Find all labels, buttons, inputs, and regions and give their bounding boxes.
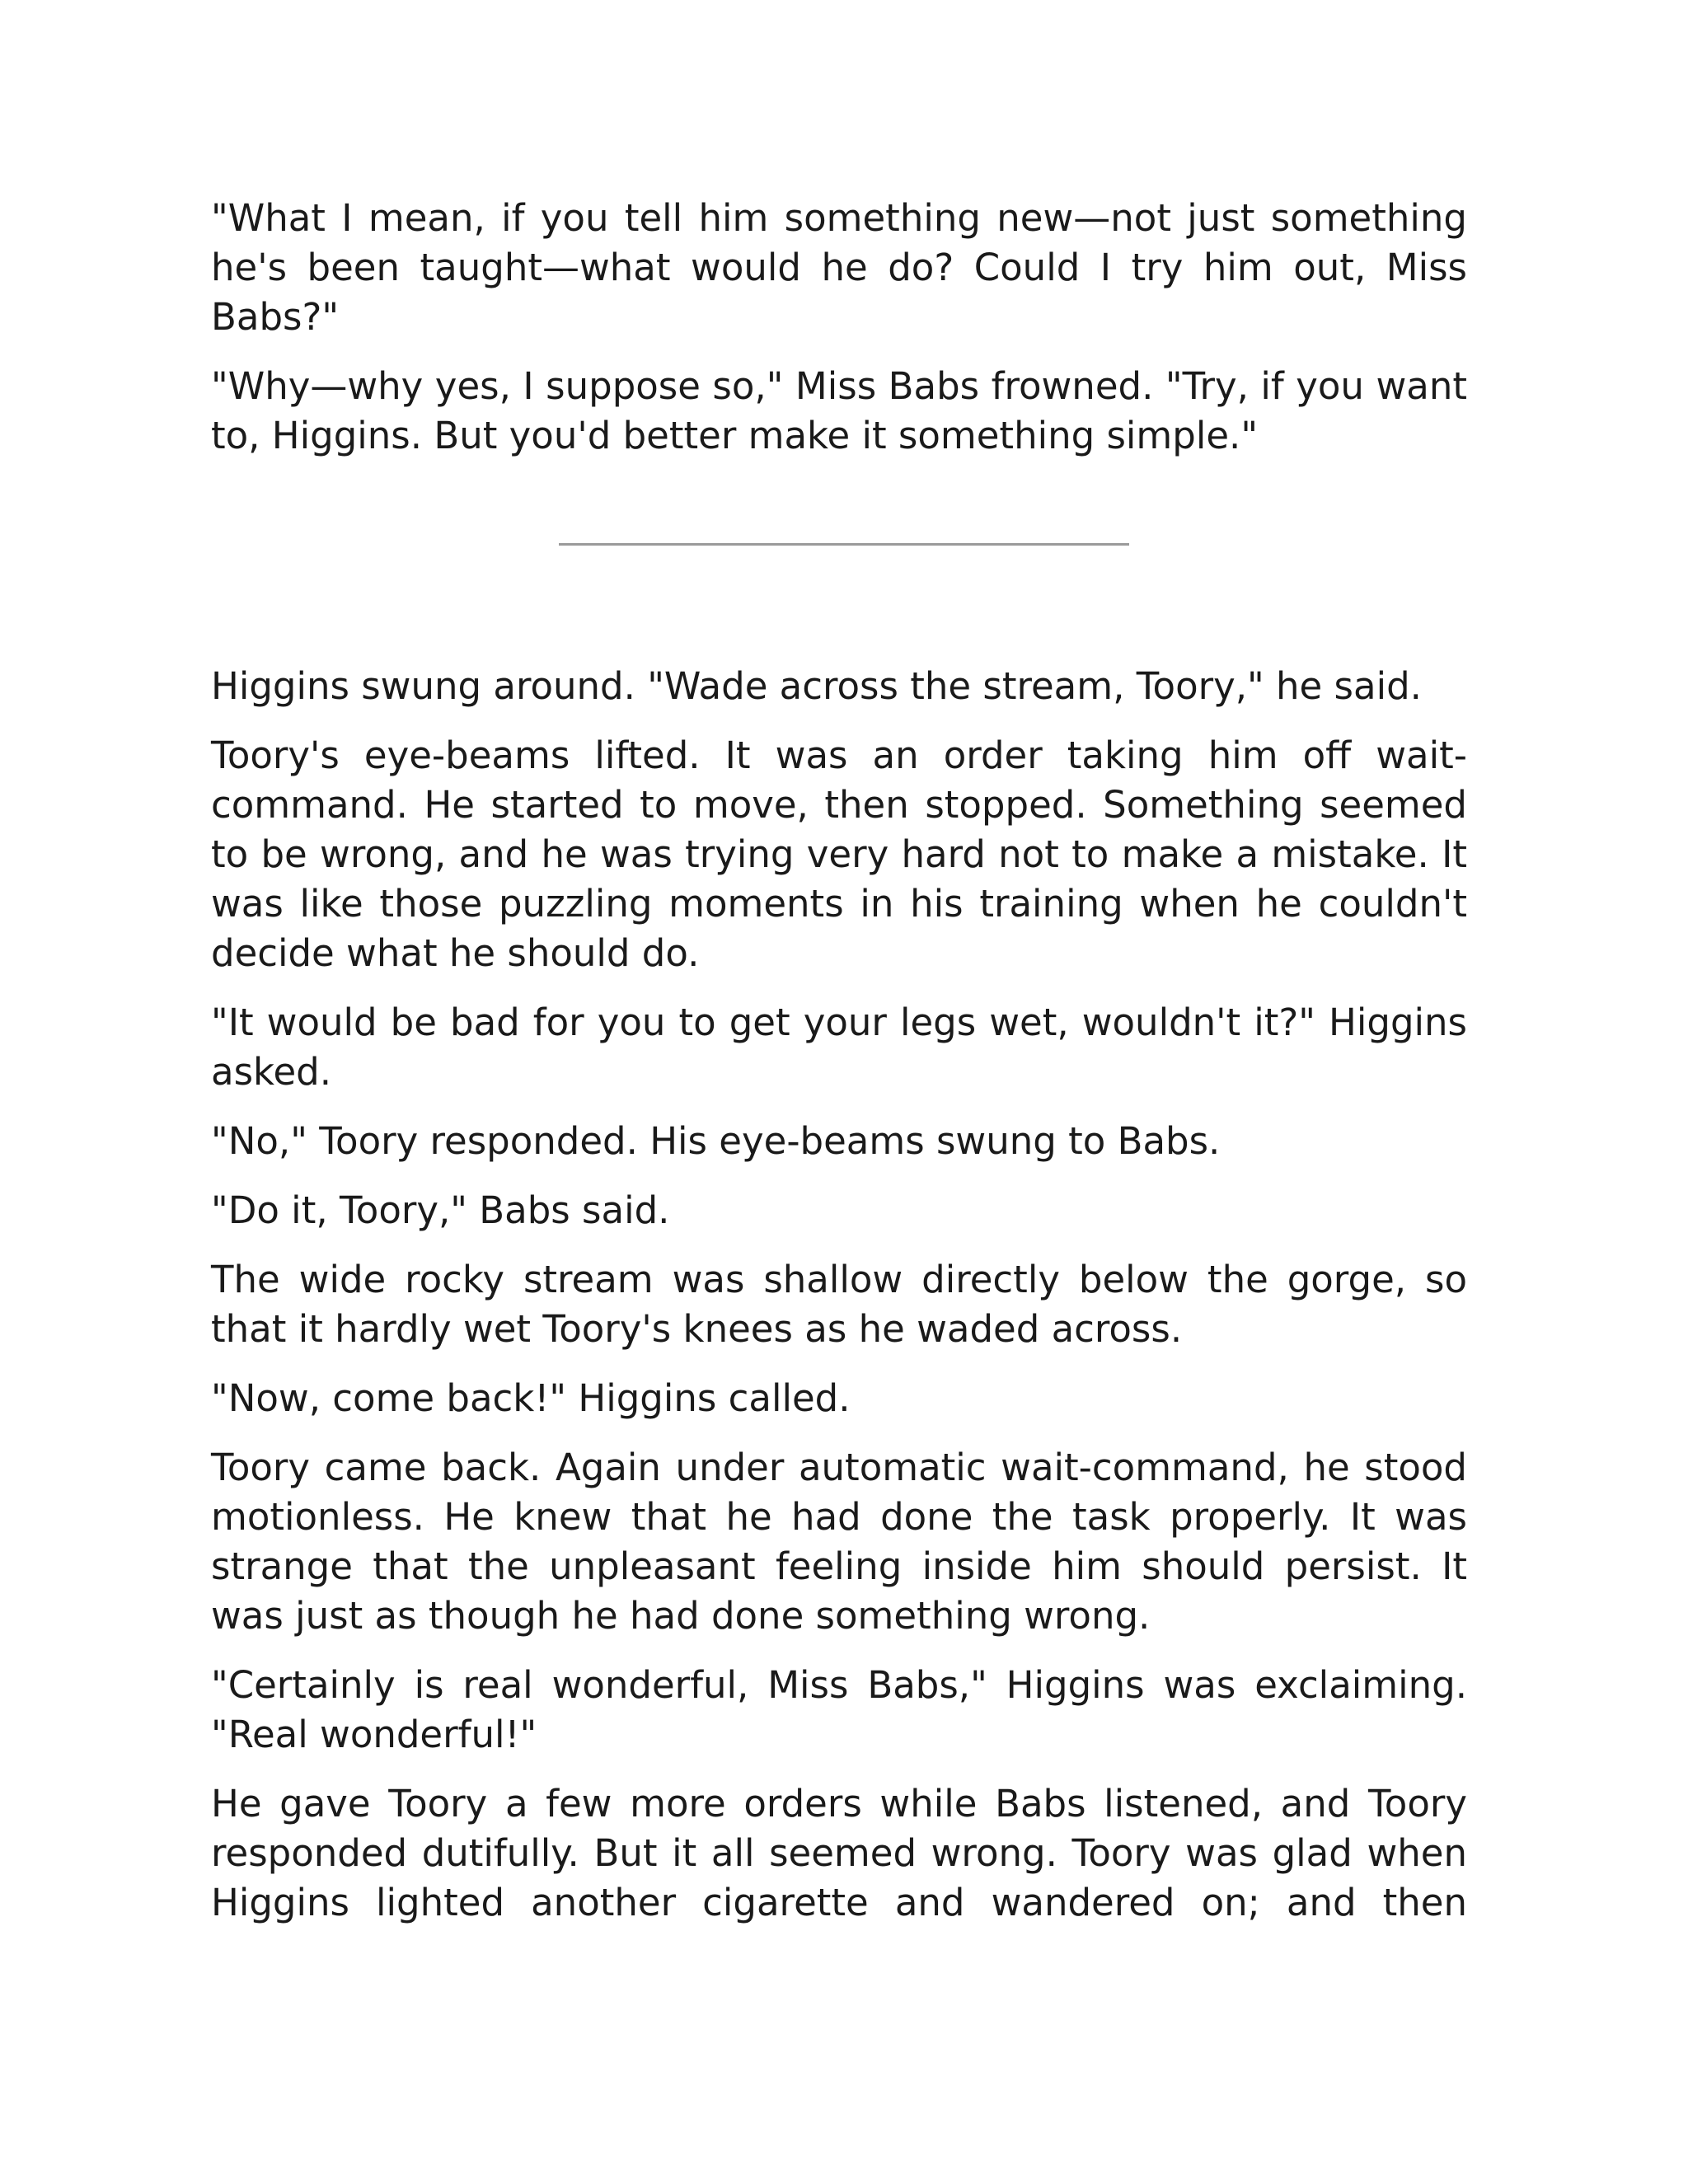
paragraph: "Do it, Toory," Babs said. [211,1188,670,1232]
horizontal-rule [559,543,1129,546]
paragraph: "No," Toory responded. His eye-beams swung to Babs. [211,1119,1221,1163]
paragraph: Toory came back. Again under automatic wait-command, he stood motionless. He knew that he had done the task properly. It was strange that the unpleasant feeling inside him should persist. It was just as though he had done something wrong. [211,1446,1467,1638]
text-body [211,194,1467,1947]
paragraph: The wide rocky stream was shallow directly below the gorge, so that it hardly wet Toory's knees as he waded across. [211,1258,1467,1351]
paragraph: "Why—why yes, I suppose so," Miss Babs frowned. "Try, if you want to, Higgins. But you'd better make it something simple." [211,364,1467,457]
section-break [211,480,1467,662]
paragraph: "Now, come back!" Higgins called. [211,1376,851,1420]
paragraph: Higgins swung around. "Wade across the stream, Toory," he said. [211,664,1422,708]
paragraph: "It would be bad for you to get your legs wet, wouldn't it?" Higgins asked. [211,1001,1467,1094]
paragraph: He gave Toory a few more orders while Babs listened, and Toory responded dutifully. But it all seemed wrong. Toory was glad when Higgins lighted another cigarette and wandered on; and then [211,1782,1467,1924]
paragraph: "What I mean, if you tell him something new—not just something he's been taught—what would he do? Could I try him out, Miss Babs?" [211,196,1467,339]
paragraph: "Certainly is real wonderful, Miss Babs," Higgins was exclaiming. "Real wonderful!" [211,1663,1467,1756]
paragraph: Toory's eye-beams lifted. It was an order taking him off wait-command. He started to move, then stopped. Something seemed to be wrong, and he was trying very hard not to make a mistake. It was like those puzzling moments in his training when he couldn't decide what he should do. [211,733,1467,975]
